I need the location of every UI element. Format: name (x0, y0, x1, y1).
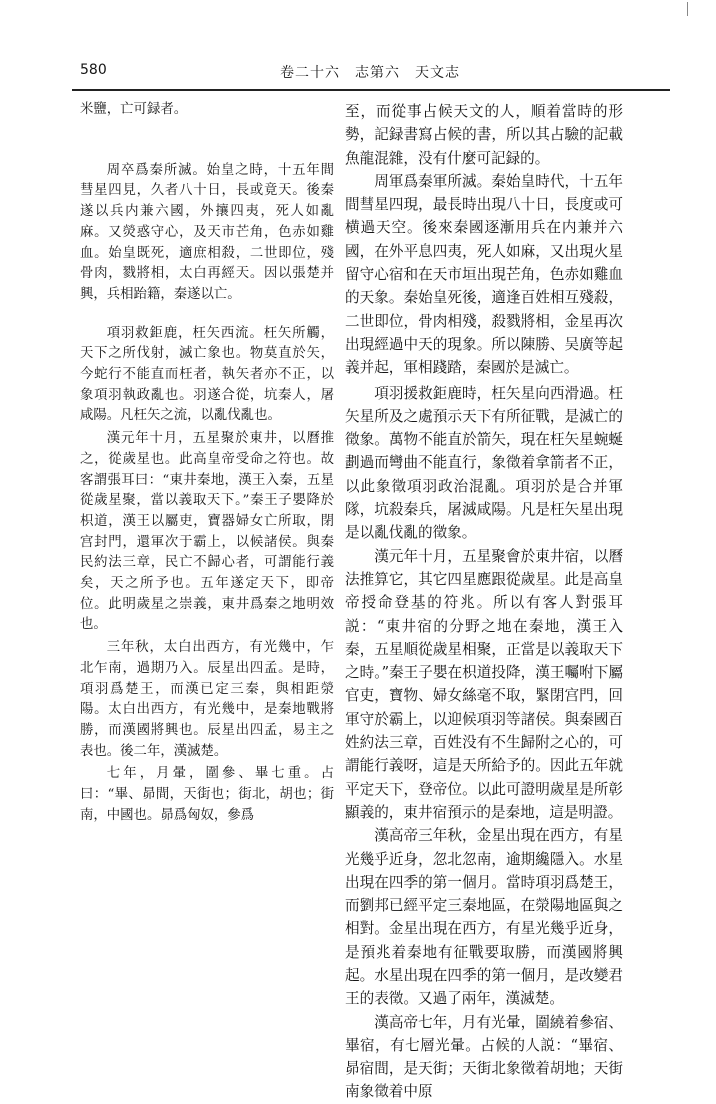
classical-text-column (80, 100, 334, 827)
left-paragraph-5: 三年秋，太白出西方，有光幾中，乍北乍南，過期乃入。辰星出四孟。是時，項羽爲楚王，而漢已定三秦，與相距滎陽。太白出西方，有光幾中，是秦地戰將勝，而漢國將興也。辰星出四孟，易主之表也。後二年，漢滅楚。 (80, 640, 334, 759)
right-paragraph-5: 漢高帝三年秋，金星出現在西方，有星光幾乎近身，忽北忽南，逾期纔隱入。水星出現在四季的第一個月。當時項羽爲楚王，而劉邦已經平定三秦地區，在滎陽地區與之相對。金星出現在西方，有星光幾乎近身，是預兆着秦地有征戰要取勝，而漢國將興起。水星出現在四季的第一個月，是改變君王的表徵。又過了兩年，漢滅楚。 (345, 827, 623, 1008)
left-paragraph-1: 米鹽，亡可録者。 (80, 102, 188, 117)
translation-column (345, 100, 623, 1104)
right-paragraph-4: 漢元年十月，五星聚會於東井宿，以曆法推算它，其它四星應跟從歲星。此是高皇帝授命登基的符兆。所以有客人對張耳説：“東井宿的分野之地在秦地，漢王入秦，五星順從歲星相聚，正當是以義取天下之時。”秦王子嬰在枳道投降，漢王囑咐下屬官吏，寶物、婦女絲毫不取，緊閉宫門，回軍守於霸上，以迎候項羽等諸侯。與秦國百姓約法三章，百姓没有不生歸附之心的，可謂能行義呀，這是天所給予的。因此五年就平定天下，登帝位。以此可證明歲星是所彰顯義的，東井宿預示的是秦地，這是明證。 (345, 547, 623, 821)
left-paragraph-3: 項羽救鉅鹿，枉矢西流。枉矢所觸，天下之所伐射，滅亡象也。物莫直於矢，今蛇行不能直而枉者，執矢者亦不正，以象項羽執政亂也。羽遂合從，坑秦人，屠咸陽。凡枉矢之流，以亂伐亂也。 (80, 325, 334, 424)
left-paragraph-2: 周卒爲秦所滅。始皇之時，十五年間彗星四見，久者八十日，長或竟天。後秦遂以兵内兼六國，外攘四夷，死人如亂麻。又熒惑守心，及天市芒角，色赤如雞血。始皇既死，適庶相殺，二世即位，殘骨肉，戮將相，太白再經天。因以張楚并興，兵相跆籍，秦遂以亡。 (80, 162, 334, 302)
right-paragraph-2: 周軍爲秦軍所滅。秦始皇時代，十五年間彗星四現，最長時出現八十日，長度或可横過天空。後來秦國逐漸用兵在内兼并六國，在外平息四夷，死人如麻，又出現火星留守心宿和在天市垣出現芒角，色赤如雞血的天象。秦始皇死後，適逢百姓相互殘殺，二世即位，骨肉相殘，殺戮將相，金星再次出現經過中天的現象。所以陳勝、吴廣等起義并起，軍相踐踏，秦國於是滅亡。 (345, 172, 623, 377)
page-header (70, 62, 670, 86)
left-paragraph-4: 漢元年十月，五星聚於東井，以曆推之，從歲星也。此高皇帝受命之符也。故客謂張耳曰：“東井秦地，漢王入秦，五星從歲星聚，當以義取天下。”秦王子嬰降於枳道，漢王以屬吏，寶器婦女亡所取，閉宫封門，還軍次于霸上，以候諸侯。與秦民約法三章，民亡不歸心者，可謂能行義矣，天之所予也。五年遂定天下，即帝位。此明歲星之崇義，東井爲秦之地明效也。 (80, 431, 334, 633)
page-corner-mark (687, 2, 688, 16)
running-head: 卷二十六 志第六 天文志 (280, 65, 460, 81)
right-paragraph-6: 漢高帝七年，月有光暈，圍繞着參宿、畢宿，有七層光暈。占候的人説：“畢宿、昴宿間，是天街；天街北象徵着胡地；天街南象徵着中原 (345, 1013, 623, 1101)
page-number: 580 (80, 62, 107, 78)
right-paragraph-1: 至，而從事占候天文的人，順着當時的形勢，記録書寫占候的書，所以其占驗的記載魚龍混雜，没有什麼可記録的。 (345, 103, 623, 167)
right-paragraph-3: 項羽援救鉅鹿時，枉矢星向西滑過。枉矢星所及之處預示天下有所征戰，是滅亡的徵象。萬物不能直於箭矢，現在枉矢星蜿蜒劃過而彎曲不能直行，象徵着拿箭者不正，以此象徵項羽政治混亂。項羽於是合并軍隊，坑殺秦兵，屠滅咸陽。凡是枉矢星出現是以亂伐亂的徵象。 (345, 384, 623, 542)
header-rule (72, 89, 670, 91)
left-paragraph-6: 七年，月暈，圍參、畢七重。占曰：“畢、昴間，天街也；街北，胡也；街南，中國也。昴爲匈奴，參爲 (80, 766, 334, 823)
